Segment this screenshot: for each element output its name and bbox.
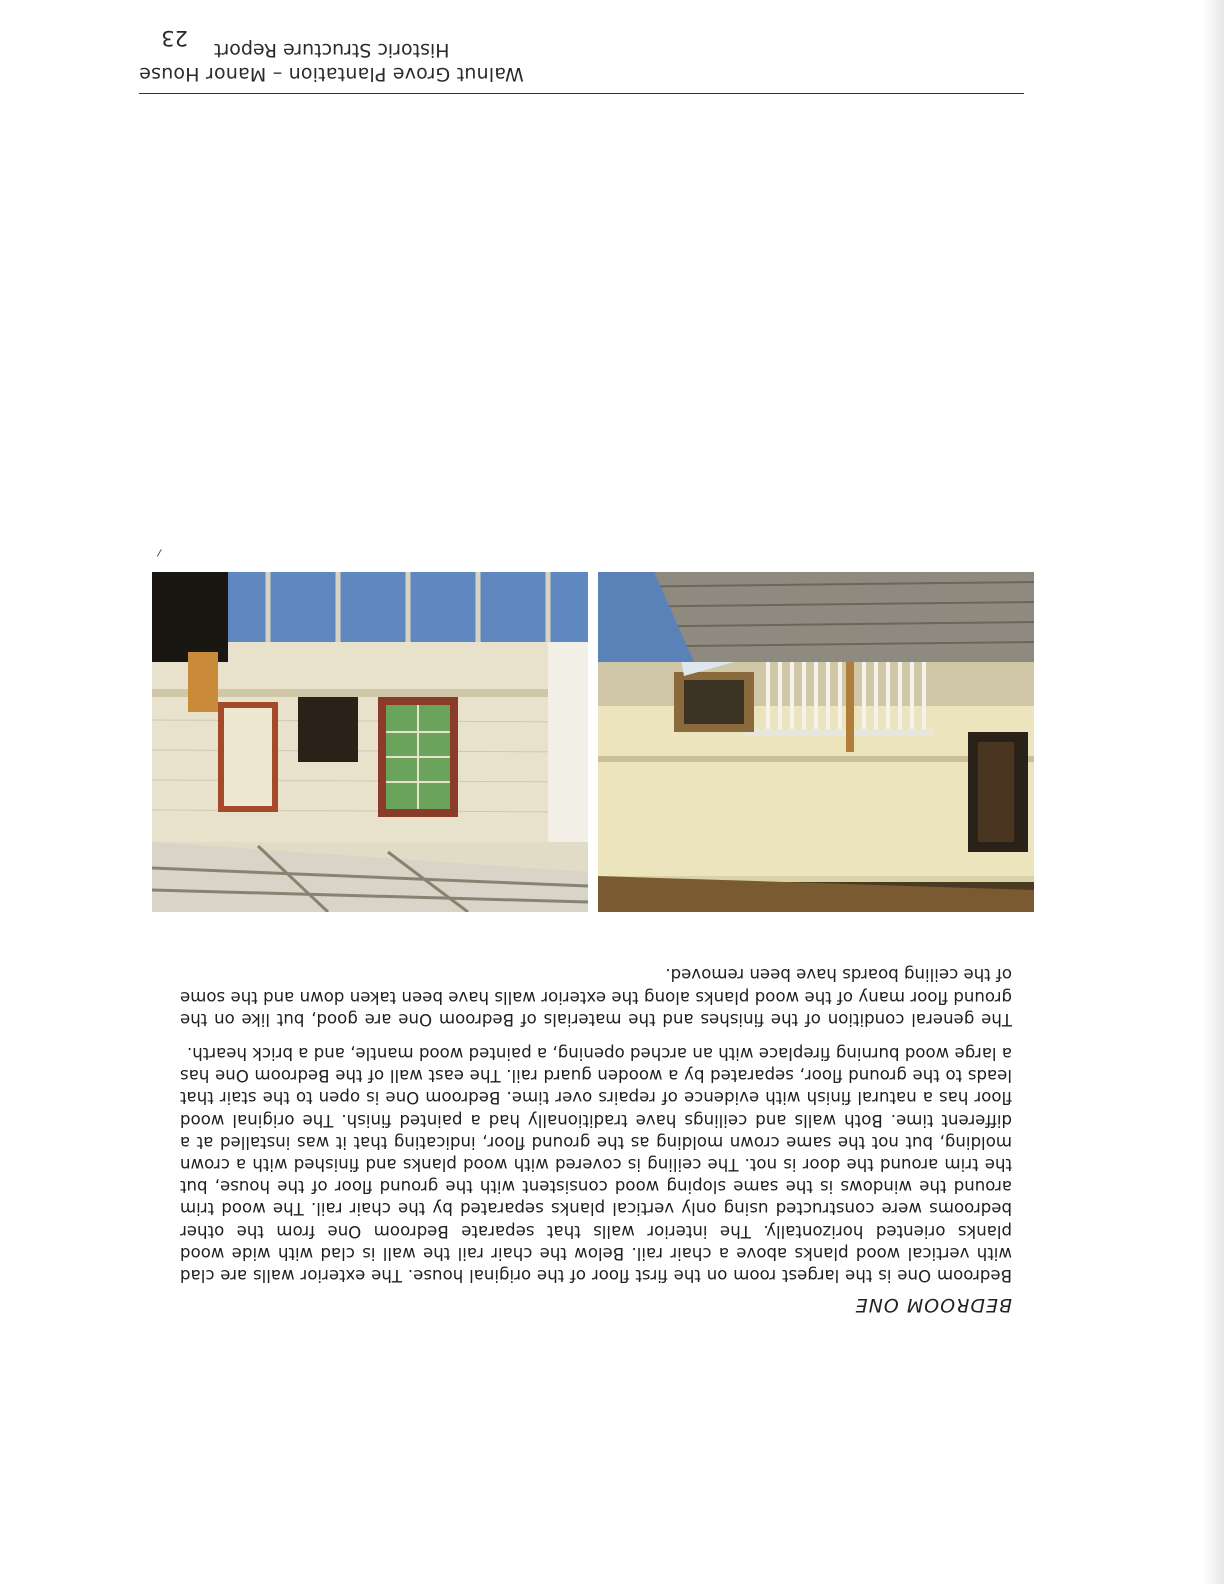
section-heading: BEDROOM ONE — [854, 1294, 1012, 1316]
page-header — [139, 33, 1024, 94]
report-title: Walnut Grove Plantation – Manor House — [139, 63, 524, 85]
page-number: 23 — [161, 26, 188, 50]
photo-exterior-wall-windows — [152, 572, 588, 912]
photo-exterior-wall-windows-image — [152, 572, 588, 912]
body-paragraph-condition: The general condition of the finishes and the materials of Bedroom One are good, but like on the ground floor many of the wood planks along the exterior walls have been taken down and the some of the ceiling boards have been removed. — [180, 965, 1012, 1029]
report-subtitle: Historic Structure Report — [214, 39, 450, 61]
section-body — [180, 951, 1012, 1286]
stray-pen-mark — [153, 547, 161, 556]
scan-binding-edge — [1202, 0, 1224, 1584]
body-paragraph-description: Bedroom One is the largest room on the first floor of the original house. The exterior walls are clad with vertical wood planks above a chair rail. Below the chair rail the wall is clad with wide wood planks oriented horizontally. The interior walls that separate Bedroom One from the other bedrooms were constructed using only vertical planks separated by the chair rail. The wood trim around the windows is the same sloping wood consistent with the ground floor of the house, but the trim around the door is not. The ceiling is covered with wood planks and finished with a crown molding, but not the same crown molding as the ground floor, indicating that it was installed at a different time. Both walls and ceilings have traditionally had a painted finish. The original wood floor has a natural finish with evidence of repairs over time. Bedroom One is open to the stair that leads to the ground floor, separated by a wooden guard rail. The east wall of the Bedroom One has a large wood burning fireplace with an arched opening, a painted wood mantle, and a brick hearth. — [180, 1043, 1012, 1285]
photo-stair-guard-rail-image — [598, 572, 1034, 912]
photo-stair-guard-rail — [598, 572, 1034, 912]
